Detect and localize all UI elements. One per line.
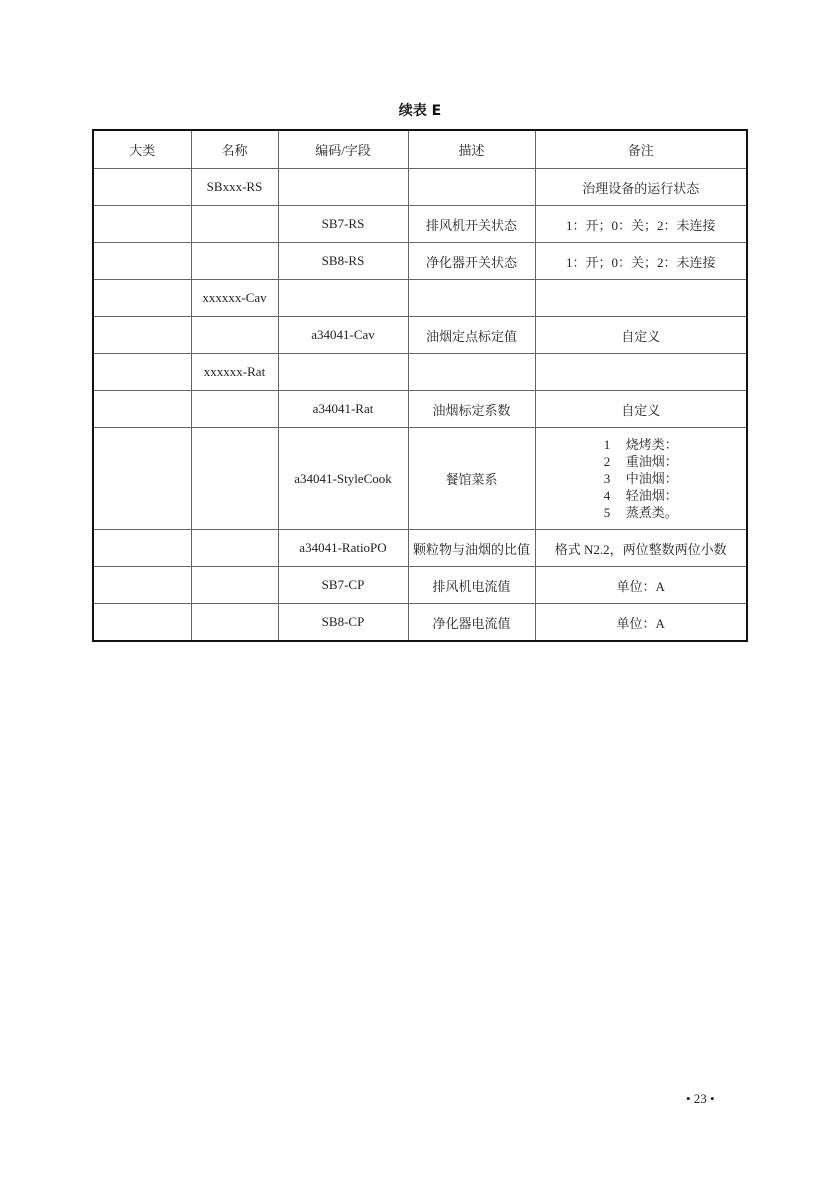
header-description: 描述 <box>408 130 535 169</box>
cell-description: 油烟标定系数 <box>408 391 535 428</box>
cell-description <box>408 280 535 317</box>
cell-category <box>93 354 191 391</box>
cell-remark <box>535 280 747 317</box>
table-row <box>93 317 747 354</box>
header-name: 名称 <box>191 130 278 169</box>
cell-name <box>191 428 278 530</box>
cell-remark <box>535 428 747 530</box>
cell-description: 排风机开关状态 <box>408 206 535 243</box>
cell-code: a34041-RatioPO <box>278 530 408 567</box>
cell-description: 净化器电流值 <box>408 604 535 642</box>
cell-description: 餐馆菜系 <box>408 428 535 530</box>
table-row <box>93 604 747 642</box>
cell-name <box>191 604 278 642</box>
list-text: 重油烟： <box>625 454 678 469</box>
cell-category <box>93 391 191 428</box>
cell-code <box>278 169 408 206</box>
cell-code: a34041-Rat <box>278 391 408 428</box>
page-number: • 23 • <box>686 1091 715 1106</box>
cell-name: SBxxx-RS <box>191 169 278 206</box>
cell-code: SB7-RS <box>278 206 408 243</box>
table-row <box>93 530 747 567</box>
cell-name <box>191 391 278 428</box>
list-text: 轻油烟： <box>625 488 678 503</box>
cell-remark: 自定义 <box>535 391 747 428</box>
cell-category <box>93 530 191 567</box>
table-title: 续表 E <box>398 103 442 119</box>
cell-remark: 单位：A <box>535 567 747 604</box>
cell-category <box>93 169 191 206</box>
list-number: 4 <box>603 488 611 503</box>
cell-remark: 治理设备的运行状态 <box>535 169 747 206</box>
data-table <box>92 129 748 642</box>
cell-name <box>191 243 278 280</box>
cell-name <box>191 206 278 243</box>
cell-description <box>408 354 535 391</box>
list-text: 蒸煮类。 <box>625 505 678 520</box>
list-item <box>604 436 678 453</box>
list-number: 5 <box>603 505 611 520</box>
table-header-row <box>93 130 747 169</box>
cell-description <box>408 169 535 206</box>
cell-remark: 1：开；0：关；2：未连接 <box>535 206 747 243</box>
list-number: 2 <box>603 454 611 469</box>
list-item <box>604 453 678 470</box>
table-row <box>93 206 747 243</box>
cell-remark: 1：开；0：关；2：未连接 <box>535 243 747 280</box>
cell-code: SB8-RS <box>278 243 408 280</box>
header-remark: 备注 <box>535 130 747 169</box>
header-category: 大类 <box>93 130 191 169</box>
cell-category <box>93 280 191 317</box>
cell-code: SB7-CP <box>278 567 408 604</box>
cell-description: 油烟定点标定值 <box>408 317 535 354</box>
header-code: 编码/字段 <box>278 130 408 169</box>
cell-category <box>93 567 191 604</box>
cell-name <box>191 317 278 354</box>
table-row <box>93 280 747 317</box>
cell-category <box>93 243 191 280</box>
table-row <box>93 428 747 530</box>
cell-name: xxxxxx-Rat <box>191 354 278 391</box>
list-text: 中油烟： <box>625 471 678 486</box>
table-row <box>93 169 747 206</box>
cell-description: 净化器开关状态 <box>408 243 535 280</box>
cell-name <box>191 567 278 604</box>
cell-category <box>93 604 191 642</box>
cell-name: xxxxxx-Cav <box>191 280 278 317</box>
cell-code: SB8-CP <box>278 604 408 642</box>
cuisine-list <box>604 436 678 521</box>
table-row <box>93 567 747 604</box>
cell-remark: 自定义 <box>535 317 747 354</box>
list-text: 烧烤类： <box>625 437 678 452</box>
cell-code <box>278 280 408 317</box>
cell-description: 排风机电流值 <box>408 567 535 604</box>
cell-code: a34041-Cav <box>278 317 408 354</box>
cell-code <box>278 354 408 391</box>
cell-remark: 格式 N2.2，两位整数两位小数 <box>535 530 747 567</box>
cell-code: a34041-StyleCook <box>278 428 408 530</box>
cell-description: 颗粒物与油烟的比值 <box>408 530 535 567</box>
table-row <box>93 243 747 280</box>
list-number: 1 <box>603 437 611 452</box>
cell-name <box>191 530 278 567</box>
table-row <box>93 354 747 391</box>
cell-remark: 单位：A <box>535 604 747 642</box>
list-number: 3 <box>603 471 611 486</box>
cell-category <box>93 317 191 354</box>
list-item <box>604 504 678 521</box>
list-item <box>604 487 678 504</box>
table-row <box>93 391 747 428</box>
cell-category <box>93 206 191 243</box>
list-item <box>604 470 678 487</box>
cell-remark <box>535 354 747 391</box>
cell-category <box>93 428 191 530</box>
